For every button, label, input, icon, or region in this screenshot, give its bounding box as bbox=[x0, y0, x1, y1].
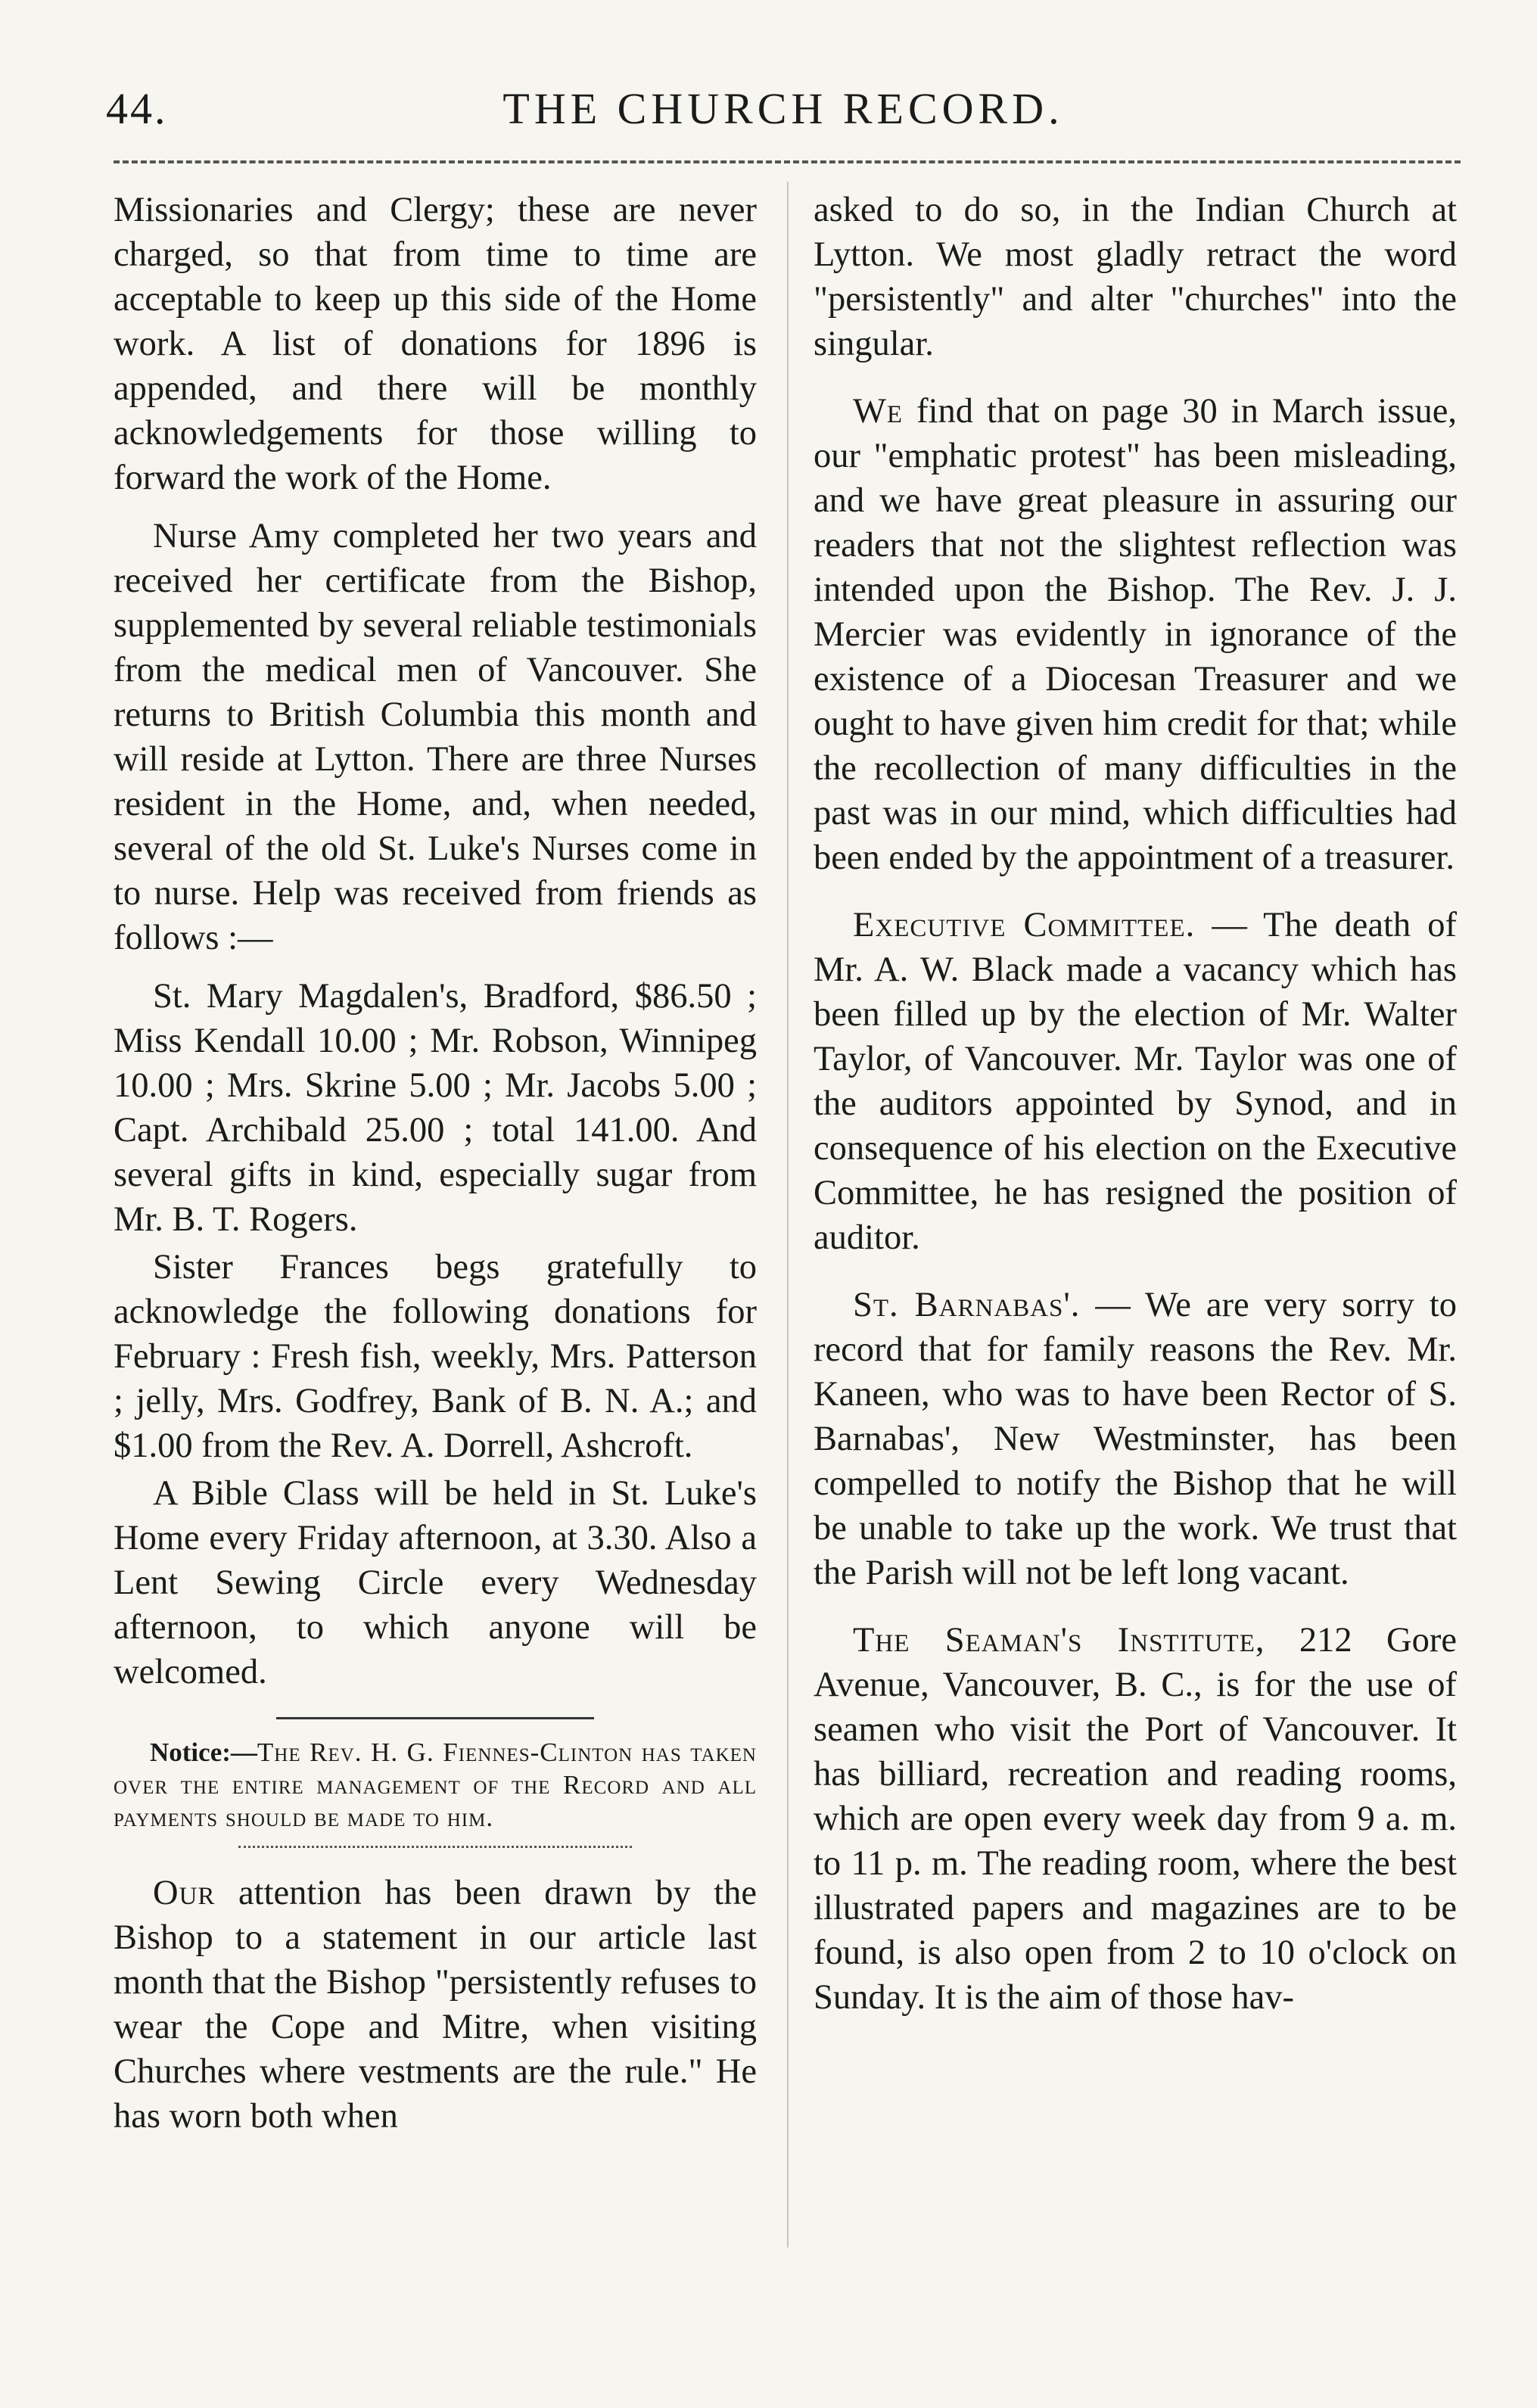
column-divider bbox=[787, 182, 789, 2248]
section-heading: Executive Committee. bbox=[853, 906, 1196, 944]
notice-body: The Rev. H. G. Fiennes-Clinton has taken over the entire management of the Record and all payments should be made to him. bbox=[114, 1738, 757, 1832]
article-paragraph: Missionaries and Clergy; these are never charged, so that from time to time are acceptable to keep up this side of the Home work. A list of donations for 1896 is appended, and there will be monthly acknowledgements for those willing to forward the work of the Home. bbox=[114, 191, 757, 497]
section-heading: The Seaman's Institute, bbox=[853, 1621, 1265, 1660]
notice-rule-bottom bbox=[238, 1846, 632, 1848]
article-paragraph: asked to do so, in the Indian Church at Lytton. We most gladly retract the word "persistently" and alter "churches" into the singular. bbox=[814, 191, 1457, 363]
paragraph-lead: We bbox=[853, 392, 904, 431]
notice bbox=[114, 1736, 757, 1834]
page-header bbox=[106, 83, 1461, 151]
paragraph-body: — The death of Mr. A. W. Black made a vacancy which has been filled up by the election of Mr. Walter Taylor, of Vancouver. Mr. Taylor was one of the auditors appointed by Synod, and in consequence of his election on the Executive Committee, he has resigned the position of auditor. bbox=[814, 906, 1457, 1257]
header-rule bbox=[114, 160, 1461, 163]
paragraph-lead: Our bbox=[153, 1874, 216, 1912]
article-paragraph: A Bible Class will be held in St. Luke's Home every Friday afternoon, at 3.30. Also a Lent Sewing Circle every Wednesday afternoon, to which anyone will be welcomed. bbox=[114, 1474, 757, 1691]
donations-block bbox=[114, 974, 757, 1694]
notice-rule-top bbox=[276, 1717, 594, 1719]
journal-title: THE CHURCH RECORD. bbox=[502, 84, 1064, 133]
paragraph-body: 212 Gore Avenue, Vancouver, B. C., is for the use of seamen who visit the Port of Vancouver. It has billiard, recreation and reading rooms, which are open every week day from 9 a. m. to 11 p. m. The reading room, where the best illustrated papers and magazines are to be found, is also open from 2 to 10 o'clock on Sunday. It is the aim of those hav- bbox=[814, 1621, 1457, 2017]
article-paragraph bbox=[814, 389, 1457, 880]
left-column bbox=[114, 188, 757, 2152]
donations-paragraph: St. Mary Magdalen's, Bradford, $86.50 ; Miss Kendall 10.00 ; Mr. Robson, Winnipeg 10.00 ; Mrs. Skrine 5.00 ; Mr. Jacobs 5.00 ; Capt. Archibald 25.00 ; total 141.00. And several gifts in kind, especially sugar from Mr. B. T. Rogers. bbox=[114, 977, 757, 1239]
notice-lead: Notice:— bbox=[150, 1738, 257, 1767]
article-paragraph: Nurse Amy completed her two years and received her certificate from the Bishop, supplemented by several reliable testimonials from the medical men of Vancouver. She returns to British Columbia this month and will reside at Lytton. There are three Nurses resident in the Home, and, when needed, several of the old St. Luke's Nurses come in to nurse. Help was received from friends as follows :— bbox=[114, 517, 757, 957]
executive-committee-section bbox=[814, 903, 1457, 1260]
article-paragraph bbox=[114, 1871, 757, 2139]
paragraph-body: — We are very sorry to record that for family reasons the Rev. Mr. Kaneen, who was to have been Rector of S. Barnabas', New Westminster, has been compelled to notify the Bishop that he will be unable to take up the work. We trust that the Parish will not be left long vacant. bbox=[814, 1286, 1457, 1592]
right-column bbox=[814, 188, 1457, 2033]
page-number: 44. bbox=[106, 84, 168, 133]
seamans-institute-section bbox=[814, 1618, 1457, 2020]
paragraph-body: attention has been drawn by the Bishop to a statement in our article last month that the Bishop "persistently refuses to wear the Cope and Mitre, when visiting Churches where vestments are the rule." He has worn both when bbox=[114, 1874, 757, 2136]
st-barnabas-section bbox=[814, 1283, 1457, 1595]
paragraph-body: find that on page 30 in March issue, our "emphatic protest" has been misleading, and we have great pleasure in assuring our readers that not the slightest reflection was intended upon the Bishop. The Rev. J. J. Mercier was evidently in ignorance of the existence of a Diocesan Treasurer and we ought to have given him credit for that; while the recollection of many difficulties in the past was in our mind, which difficulties had been ended by the appointment of a treasurer. bbox=[814, 392, 1457, 877]
section-heading: St. Barnabas'. bbox=[853, 1286, 1081, 1324]
donations-paragraph: Sister Frances begs gratefully to acknowledge the following donations for February : Fresh fish, weekly, Mrs. Patterson ; jelly, Mrs. Godfrey, Bank of B. N. A.; and $1.00 from the Rev. A. Dorrell, Ashcroft. bbox=[114, 1248, 757, 1465]
